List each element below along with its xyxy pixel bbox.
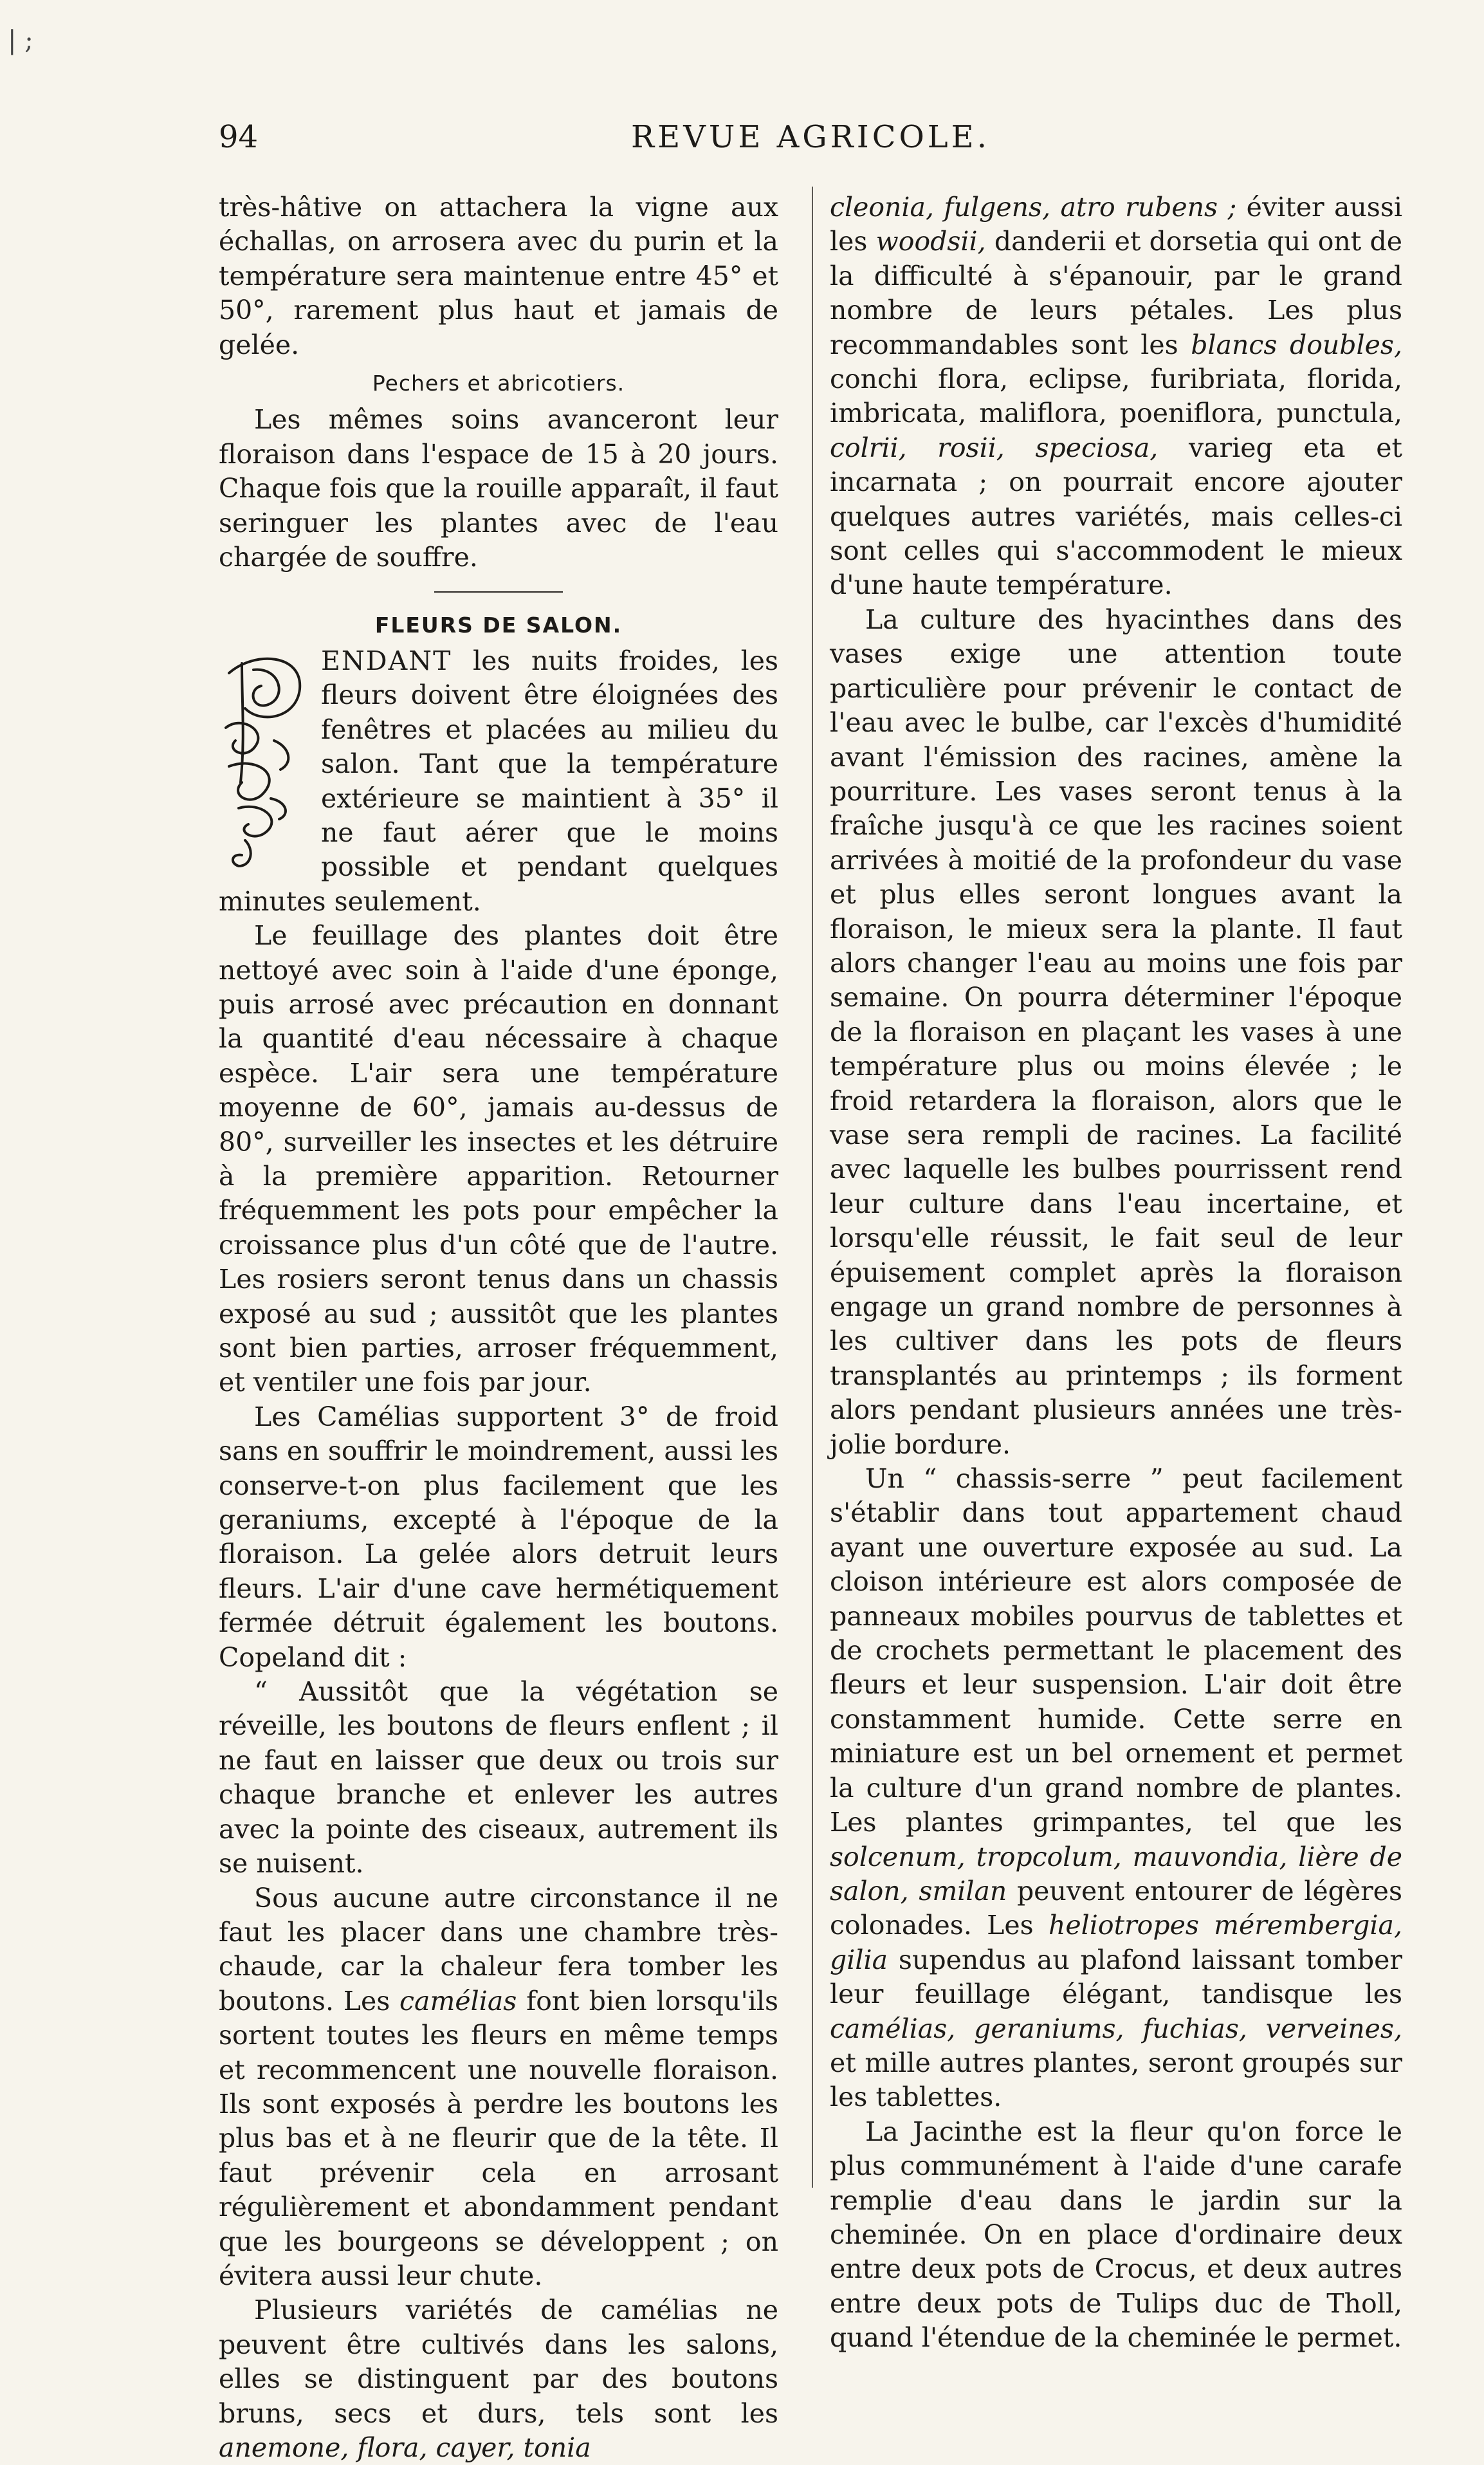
paragraph: Le feuillage des plantes doit être nettoyé avec soin à l'aide d'une éponge, puis arrosé avec précaution en donnant la quantité d'eau nécessaire à chaque espèce. L'air sera une température moyenne de 60°, jamais au-dessus de 80°, surveiller les insectes et les détruire à la première apparition. Retourner fréquemment les pots pour empêcher la croissance plus d'un côté que de l'autre. Les rosiers seront tenus dans un chassis exposé au sud ; aussitôt que les plantes sont bien parties, arroser fréquemment, et ventiler une fois par jour. xyxy=(219,920,778,1398)
right-column xyxy=(830,190,1402,2356)
italic-term: camélias xyxy=(399,1985,517,2017)
page-header xyxy=(219,119,1402,164)
section-title: FLEURS DE SALON. xyxy=(374,613,623,638)
paragraph-with-dropcap xyxy=(219,644,778,919)
paragraph: La Jacinthe est la fleur qu'on force le plus communément à l'aide d'une carafe remplie d'eau dans le jardin sur la cheminée. On en place d'ordinaire deux entre deux pots de Crocus, et deux autres entre deux pots de Tulips duc de Tholl, quand l'étendue de la cheminée le permet. xyxy=(830,2116,1402,2354)
text-run: et mille autres plantes, seront groupés sur les tablettes. xyxy=(830,2047,1402,2113)
page-number: 94 xyxy=(219,119,259,155)
text-run: Sous aucune autre circonstance il ne faut les placer dans une chambre très-chaude, car la chaleur fera tomber les boutons. Les xyxy=(219,1882,778,2017)
text-run: danderii et dorsetia qui ont de la difficulté à s'épanouir, par le grand nombre de leurs pétales. Les plus recommandables sont les xyxy=(830,226,1403,360)
paragraph: Les Camélias supportent 3° de froid sans en souffrir le moindrement, aussi les conserve-t-on plus facilement que les geraniums, excepté à l'époque de la floraison. La gelée alors detruit leurs fleurs. L'air d'une cave hermétiquement fermée détruit également les boutons. Copeland dit : xyxy=(219,1401,778,1673)
paragraph: La culture des hyacinthes dans des vases exige une attention toute particulière pour prévenir le contact de l'eau avec le bulbe, car l'excès d'humidité avant l'émission des racines, amène la pourriture. Les vases seront tenus à la fraîche jusqu'à ce que les racines soient arrivées à moitié de la profondeur du vase et plus elles seront longues avant la floraison, le mieux sera la plante. Il faut alors changer l'eau au moins une fois par semaine. On pourra déterminer l'époque de la floraison en plaçant les vases à une température plus ou moins élevée ; le froid retardera la floraison, alors que le vase sera rempli de racines. La facilité avec laquelle les bulbes pourrissent rend leur culture dans l'eau incertaine, et lorsqu'elle réussit, le fait seul de leur épuisement complet après la floraison engage un grand nombre de personnes à les cultiver dans les pots de fleurs transplantés au printemps ; ils forment alors pendant plusieurs années une très-jolie bordure. xyxy=(830,604,1402,1460)
paragraph-text: les nuits froides, les fleurs doivent être éloignées des fenêtres et placées au milieu du salon. Tant que la température extérieure se maintient à 35° il ne faut aérer que le moins possible et pendant quelques minutes seulement. xyxy=(219,645,778,917)
column-divider xyxy=(812,187,813,2188)
italic-term: solcenum, tropcolum, mauvondia, lière de salon, smilan xyxy=(830,1841,1402,1906)
paragraph xyxy=(219,2293,778,2465)
margin-marks: | ; xyxy=(8,26,33,55)
italic-term: cleonia, fulgens, atro rubens ; xyxy=(830,192,1237,223)
text-run: varieg eta et incarnata ; on pourrait encore ajouter quelques autres variétés, mais celles-ci sont celles qui s'accommodent le mieux d'une haute température. xyxy=(830,432,1402,601)
italic-term: colrii, rosii, speciosa, xyxy=(830,432,1159,463)
italic-term: woodsii, xyxy=(875,226,986,257)
running-title: REVUE AGRICOLE. xyxy=(631,119,990,155)
text-run: Un “ chassis-serre ” peut facilement s'établir dans tout appartement chaud ayant une ouverture exposée au sud. La cloison intérieure est alors composée de panneaux mobiles pourvus de tablettes et de crochets permettant le placement des fleurs et leur suspension. L'air doit être constamment humide. Cette serre en miniature est un bel ornement et permet la culture d'un grand nombre de plantes. Les plantes grimpantes, tel que les xyxy=(830,1463,1402,1838)
text-run: conchi flora, eclipse, furibriata, florida, imbricata, maliflora, poeniflora, punctula, xyxy=(830,364,1402,429)
paragraph xyxy=(830,1462,1402,2115)
paragraph xyxy=(219,1881,778,2294)
left-column xyxy=(219,190,778,2465)
text-run: Plusieurs variétés de camélias ne peuvent être cultivés dans les salons, elles se distinguent par des boutons bruns, secs et durs, tels sont les xyxy=(219,2294,778,2429)
text-run: éviter aussi les xyxy=(830,192,1402,257)
dropcap-word: ENDANT xyxy=(321,645,452,676)
text-run: font bien lorsqu'ils sortent toutes les fleurs en même temps et recommencent une nouvelle floraison. Ils sont exposés à perdre les boutons les plus bas et à ne fleurir que de la tête. Il faut prévenir cela en arrosant régulièrement et abondamment pendant que les bourgeons se développent ; on évitera aussi leur chute. xyxy=(219,1985,778,2291)
quotation: “ Aussitôt que la végétation se réveille, les boutons de fleurs enflent ; il ne faut en laisser que deux ou trois sur chaque branche et enlever les autres avec la pointe des ciseaux, autrement ils se nuisent. xyxy=(219,1676,778,1879)
text-run: supendus au plafond laissant tomber leur feuillage élégant, tandisque les xyxy=(830,1944,1402,2010)
paragraph xyxy=(830,190,1402,603)
italic-term: blancs doubles, xyxy=(1191,329,1402,360)
paragraph: très-hâtive on attachera la vigne aux échallas, on arrosera avec du purin et la température sera maintenue entre 45° et 50°, rarement plus haut et jamais de gelée. xyxy=(219,192,778,360)
section-divider xyxy=(434,591,563,593)
italic-term: camélias, geraniums, fuchias, verveines, xyxy=(830,2013,1402,2044)
italic-term: heliotropes mérembergia, gilia xyxy=(830,1910,1402,1975)
text-run: peuvent entourer de légères colonades. Les xyxy=(830,1875,1402,1941)
subheading: Pechers et abricotiers. xyxy=(372,371,625,396)
ornamental-initial-p-icon xyxy=(216,644,309,876)
paragraph: Les mêmes soins avanceront leur floraison dans l'espace de 15 à 20 jours. Chaque fois que la rouille apparaît, il faut seringuer les plantes avec de l'eau chargée de souffre. xyxy=(219,404,778,573)
italic-term: anemone, flora, cayer, tonia xyxy=(219,2432,591,2463)
